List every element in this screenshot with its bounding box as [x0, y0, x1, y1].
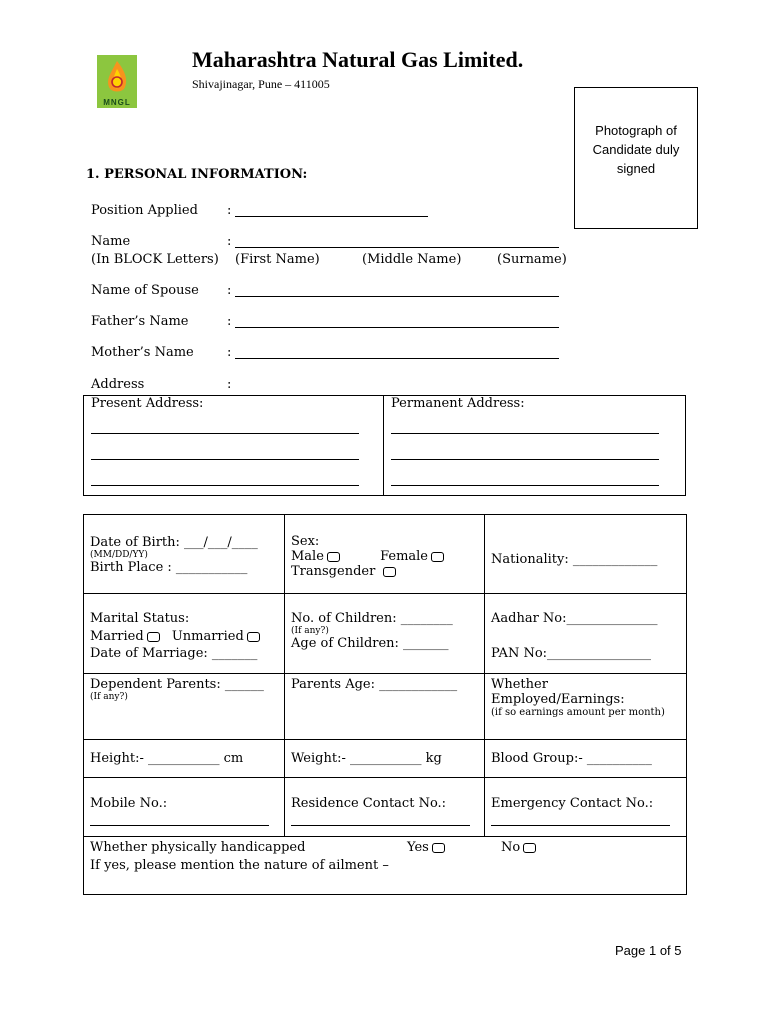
colon: :: [227, 234, 232, 249]
children-if-any-note: (If any?): [291, 626, 329, 636]
nationality-field[interactable]: Nationality: _____________: [491, 552, 658, 567]
page-number: Page 1 of 5: [615, 943, 682, 958]
surname-label: (Surname): [497, 252, 567, 267]
yes-checkbox[interactable]: [432, 843, 445, 853]
male-checkbox[interactable]: [327, 552, 340, 562]
permanent-address-line[interactable]: [391, 433, 659, 434]
spouse-field[interactable]: [235, 296, 559, 297]
handicapped-cell: [84, 837, 687, 895]
no-label: No: [501, 840, 521, 855]
name-field[interactable]: [235, 247, 559, 248]
father-label: Father’s Name: [91, 314, 189, 329]
address-divider: [383, 395, 384, 496]
blood-group-field[interactable]: Blood Group:- __________: [491, 751, 652, 766]
dependent-parents-cell: [84, 674, 285, 740]
mobile-field[interactable]: [90, 825, 269, 826]
yes-label: Yes: [407, 840, 429, 855]
mngl-logo: [97, 55, 137, 108]
present-address-line[interactable]: [91, 459, 359, 460]
first-name-label: (First Name): [235, 252, 320, 267]
residence-contact-field[interactable]: [291, 825, 470, 826]
logo-text: MNGL: [103, 98, 131, 107]
handicapped-label: Whether physically handicapped: [90, 840, 306, 855]
dob-format-note: (MM/DD/YY): [90, 550, 148, 560]
employment-cell: [485, 674, 687, 740]
no-checkbox[interactable]: [523, 843, 536, 853]
permanent-address-line[interactable]: [391, 485, 659, 486]
marital-status-label: Marital Status:: [90, 611, 190, 626]
female-label: Female: [380, 549, 428, 564]
unmarried-label: Unmarried: [171, 629, 244, 644]
male-label: Male: [291, 549, 324, 564]
children-cell: [285, 594, 485, 674]
mobile-label: Mobile No.:: [90, 796, 168, 811]
emergency-contact-field[interactable]: [491, 825, 670, 826]
employed-earnings-label: Employed/Earnings:: [491, 692, 625, 707]
age-of-children-field[interactable]: Age of Children: _______: [291, 636, 449, 651]
height-cell: [84, 740, 285, 778]
father-field[interactable]: [235, 327, 559, 328]
emergency-contact-label: Emergency Contact No.:: [491, 796, 654, 811]
nationality-cell: [485, 515, 687, 594]
marital-status-cell: [84, 594, 285, 674]
dependent-parents-field[interactable]: Dependent Parents: ______: [90, 677, 264, 692]
weight-field[interactable]: Weight:- ___________ kg: [291, 751, 442, 766]
pan-field[interactable]: PAN No:________________: [491, 646, 652, 661]
no-of-children-field[interactable]: No. of Children: ________: [291, 611, 453, 626]
height-field[interactable]: Height:- ___________ cm: [90, 751, 244, 766]
ailment-label: If yes, please mention the nature of ailment –: [90, 858, 389, 873]
photograph-instructions: Photograph of Candidate duly signed: [592, 123, 680, 176]
transgender-label: Transgender: [291, 564, 376, 579]
spouse-label: Name of Spouse: [91, 283, 199, 298]
aadhar-field[interactable]: Aadhar No:______________: [491, 611, 658, 626]
residence-cell: [285, 778, 485, 837]
mobile-cell: [84, 778, 285, 837]
position-applied-field[interactable]: [235, 216, 428, 217]
colon: :: [227, 314, 232, 329]
birth-place-field[interactable]: Birth Place : ___________: [90, 560, 248, 575]
dob-field[interactable]: Date of Birth: ___/___/____: [90, 535, 258, 550]
sex-label: Sex:: [291, 534, 320, 549]
date-of-marriage-field[interactable]: Date of Marriage: _______: [90, 646, 258, 661]
married-label: Married: [90, 629, 144, 644]
parents-age-field[interactable]: Parents Age: ____________: [291, 677, 458, 692]
residence-contact-label: Residence Contact No.:: [291, 796, 447, 811]
company-address: Shivajinagar, Pune – 411005: [192, 77, 330, 91]
sex-cell: [285, 515, 485, 594]
parents-age-cell: [285, 674, 485, 740]
dependent-if-any-note: (If any?): [90, 692, 128, 702]
married-checkbox[interactable]: [147, 632, 160, 642]
female-checkbox[interactable]: [431, 552, 444, 562]
middle-name-label: (Middle Name): [362, 252, 462, 267]
blood-group-cell: [485, 740, 687, 778]
dob-cell: [84, 515, 285, 594]
present-address-line[interactable]: [91, 485, 359, 486]
earnings-note: (if so earnings amount per month): [491, 707, 665, 718]
section-title: 1. PERSONAL INFORMATION:: [86, 167, 308, 182]
name-label: Name: [91, 234, 131, 249]
colon: :: [227, 283, 232, 298]
address-label: Address: [91, 377, 145, 392]
unmarried-checkbox[interactable]: [247, 632, 260, 642]
id-numbers-cell: [485, 594, 687, 674]
colon: :: [227, 203, 232, 218]
present-address-label: Present Address:: [91, 396, 204, 411]
company-name: Maharashtra Natural Gas Limited.: [192, 47, 524, 72]
photograph-box: [574, 87, 698, 229]
permanent-address-label: Permanent Address:: [391, 396, 525, 411]
colon: :: [227, 345, 232, 360]
mother-field[interactable]: [235, 358, 559, 359]
permanent-address-line[interactable]: [391, 459, 659, 460]
mother-label: Mother’s Name: [91, 345, 194, 360]
block-letters-note: (In BLOCK Letters): [91, 252, 219, 267]
position-applied-label: Position Applied: [91, 203, 198, 218]
details-table: [83, 514, 687, 895]
whether-label: Whether: [491, 677, 548, 692]
present-address-line[interactable]: [91, 433, 359, 434]
transgender-checkbox[interactable]: [383, 567, 396, 577]
emergency-cell: [485, 778, 687, 837]
weight-cell: [285, 740, 485, 778]
colon: :: [227, 377, 232, 392]
